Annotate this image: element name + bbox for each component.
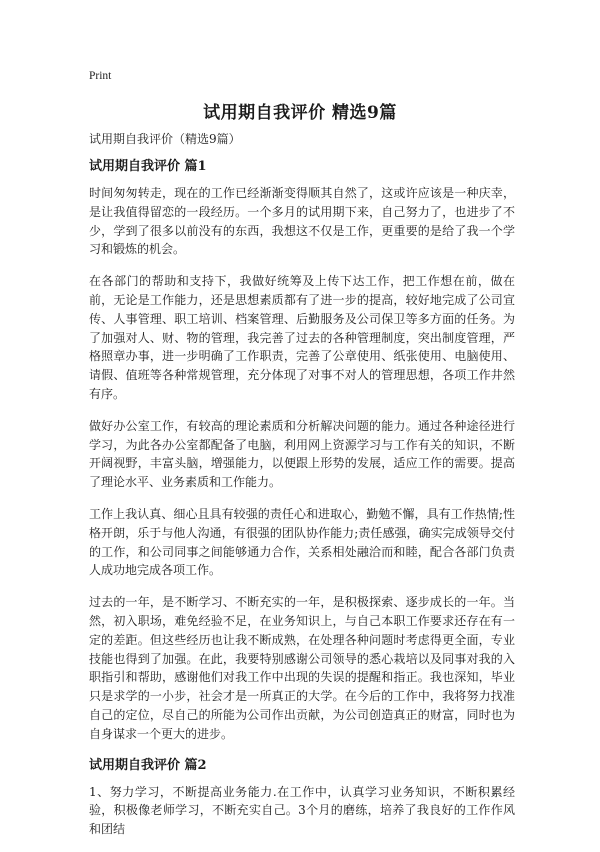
paragraph: 过去的一年，是不断学习、不断充实的一年，是积极探索、逐步成长的一年。当然，初入职场，难免经验不足，在业务知识上，与自己本职工作要求还存在有一定的差距。但这些经历也让我不断成熟，在处理各种问题时考虑得更全面，专业技能也得到了加强。在此，我要特别感谢公司领导的悉心栽培以及同事对我的入职指引和帮助，感谢他们对我工作中出现的失误的提醒和指正。我也深知，毕业只是求学的一小步，社会才是一所真正的大学。在今后的工作中，我将努力找准自己的定位，尽自己的所能为公司作出贡献，为公司创造真正的财富，同时也为自身谋求一个更大的进步。 [89,595,515,741]
paragraph: 做好办公室工作，有较高的理论素质和分析解决问题的能力。通过各种途径进行学习，为此各办公室都配备了电脑，利用网上资源学习与工作有关的知识，不断开阔视野，丰富头脑，增强能力，以便跟上形势的发展，适应工作的需要。提高了理论水平、业务素质和工作能力。 [89,418,515,490]
section-heading: 试用期自我评价 篇1 [89,159,207,174]
print-link[interactable]: Print [89,70,112,82]
page-title: 试用期自我评价 精选9篇 [203,103,397,123]
paragraph: 时间匆匆转走，现在的工作已经渐渐变得顺其自然了，这或许应该是一种庆幸，是让我值得留恋的一段经历。一个多月的试用期下来，自己努力了，也进步了不少，学到了很多以前没有的东西，我想这不仅是工作，更重要的是给了我一个学习和锻炼的机会。 [89,186,515,257]
paragraph: 工作上我认真、细心且具有较强的责任心和进取心，勤勉不懈，具有工作热情;性格开朗，乐于与他人沟通，有很强的团队协作能力;责任感强，确实完成领导交付的工作，和公司同事之间能够通力合作，关系相处融洽而和睦，配合各部门负责人成功地完成各项工作。 [89,506,515,578]
document-subtitle: 试用期自我评价（精选9篇） [89,132,241,146]
section-2 [89,757,515,839]
section-heading: 试用期自我评价 篇2 [89,757,207,773]
paragraph: 在各部门的帮助和支持下，我做好统筹及上传下达工作，把工作想在前，做在前，无论是工作能力，还是思想素质都有了进一步的提高，较好地完成了公司宣传、人事管理、职工培训、档案管理、后勤服务及公司保卫等多方面的任务。为了加强对人、财、物的管理，我完善了过去的各种管理制度，突出制度管理，严格照章办事，进一步明确了工作职责，完善了公章使用、纸张使用、电脑使用、请假、值班等各种常规管理，充分体现了对事不对人的管理思想，各项工作井然有序。 [89,274,515,401]
document-body [89,130,515,852]
paragraph: 1、努力学习，不断提高业务能力.在工作中，认真学习业务知识，不断积累经验，积极像老师学习，不断充实自己。3个月的磨练，培养了我良好的工作作风和团结 [89,784,515,837]
section-1 [89,158,515,744]
